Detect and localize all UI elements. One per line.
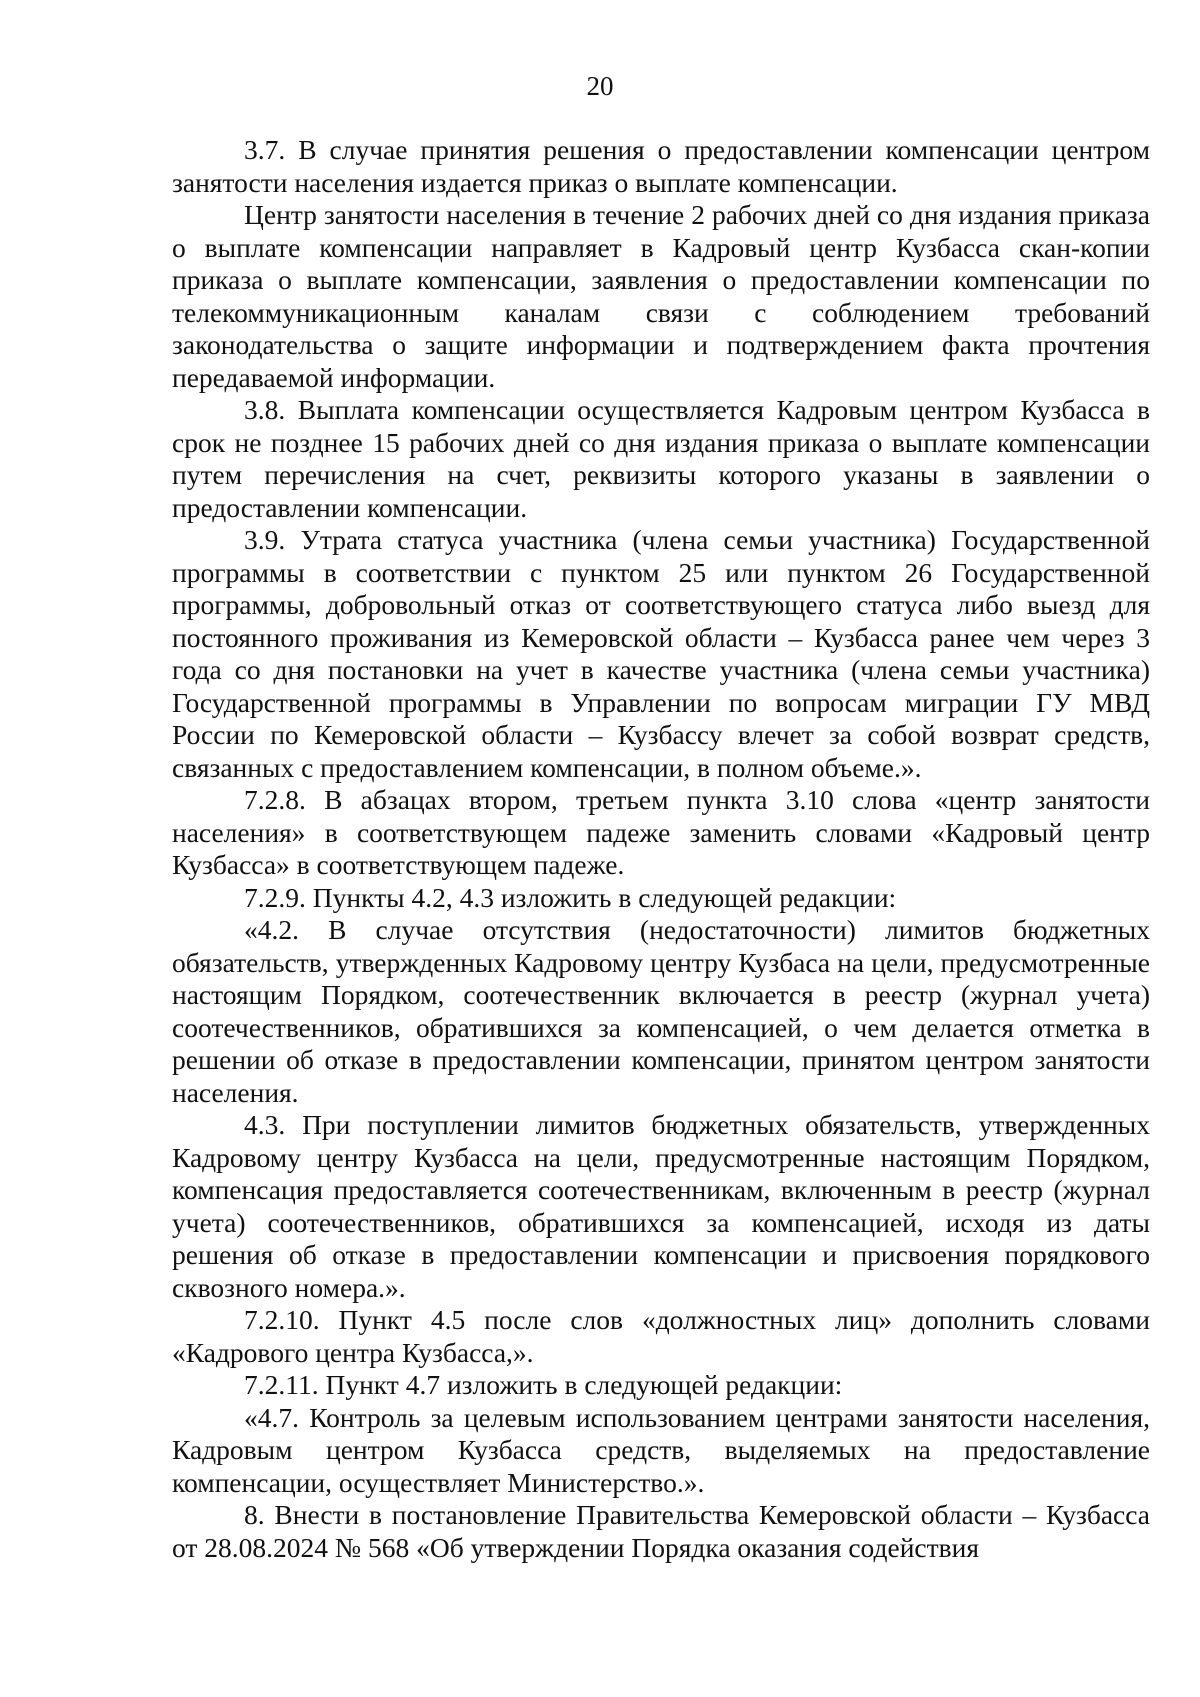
paragraph-3-8: 3.8. Выплата компенсации осуществляется Кадровым центром Кузбасса в срок не позднее 15 рабочих дней со дня издания приказа о выплате компенсации путем перечисления на счет, реквизиты которого указаны в заявлении о предоставлении компенсации. xyxy=(172,394,1150,523)
paragraph-7-2-9: 7.2.9. Пункты 4.2, 4.3 изложить в следующей редакции: xyxy=(244,881,897,913)
paragraph-8: 8. Внести в постановление Правительства Кемеровской области – Кузбасса от 28.08.2024 № 568 «Об утверждении Порядка оказания содействия xyxy=(172,1499,1150,1563)
paragraph-4-3: 4.3. При поступлении лимитов бюджетных обязательств, утвержденных Кадровому центру Кузбасса на цели, предусмотренные настоящим Порядком, компенсация предоставляется соотечественникам, включенным в реестр (журнал учета) соотечественников, обратившихся за компенсацией, исходя из даты решения об отказе в предоставлении компенсации и присвоения порядкового сквозного номера.». xyxy=(172,1109,1150,1303)
document-body xyxy=(172,134,1150,1564)
paragraph-employment-center-scans: Центр занятости населения в течение 2 рабочих дней со дня издания приказа о выплате компенсации направляет в Кадровый центр Кузбасса скан-копии приказа о выплате компенсации, заявления о предоставлении компенсации по телекоммуникационным каналам связи с соблюдением требований законодательства о защите информации и подтверждением факта прочтения передаваемой информации. xyxy=(172,199,1150,393)
paragraph-4-7: «4.7. Контроль за целевым использованием центрами занятости населения, Кадровым центром Кузбасса средств, выделяемых на предоставление компенсации, осуществляет Министерство.». xyxy=(172,1401,1150,1498)
page-number: 20 xyxy=(586,71,614,101)
paragraph-3-7: 3.7. В случае принятия решения о предоставлении компенсации центром занятости населения издается приказ о выплате компенсации. xyxy=(172,134,1150,198)
paragraph-7-2-10: 7.2.10. Пункт 4.5 после слов «должностных лиц» дополнить словами «Кадрового центра Кузбасса,». xyxy=(172,1304,1150,1368)
paragraph-3-9: 3.9. Утрата статуса участника (члена семьи участника) Государственной программы в соответствии с пунктом 25 или пунктом 26 Государственной программы, добровольный отказ от соответствующего статуса либо выезд для постоянного проживания из Кемеровской области – Кузбасса ранее чем через 3 года со дня постановки на учет в качестве участника (члена семьи участника) Государственной программы в Управлении по вопросам миграции ГУ МВД России по Кемеровской области – Кузбассу влечет за собой возврат средств, связанных с предоставлением компенсации, в полном объеме.». xyxy=(172,524,1150,783)
paragraph-7-2-11: 7.2.11. Пункт 4.7 изложить в следующей редакции: xyxy=(244,1369,843,1400)
paragraph-4-2: «4.2. В случае отсутствия (недостаточности) лимитов бюджетных обязательств, утвержденных Кадровому центру Кузбаса на цели, предусмотренные настоящим Порядком, соотечественник включается в реестр (журнал учета) соотечественников, обратившихся за компенсацией, о чем делается отметка в решении об отказе в предоставлении компенсации, принятом центром занятости населения. xyxy=(172,914,1150,1108)
paragraph-7-2-8: 7.2.8. В абзацах втором, третьем пункта 3.10 слова «центр занятости населения» в соответствующем падеже заменить словами «Кадровый центр Кузбасса» в соответствующем падеже. xyxy=(172,784,1150,880)
